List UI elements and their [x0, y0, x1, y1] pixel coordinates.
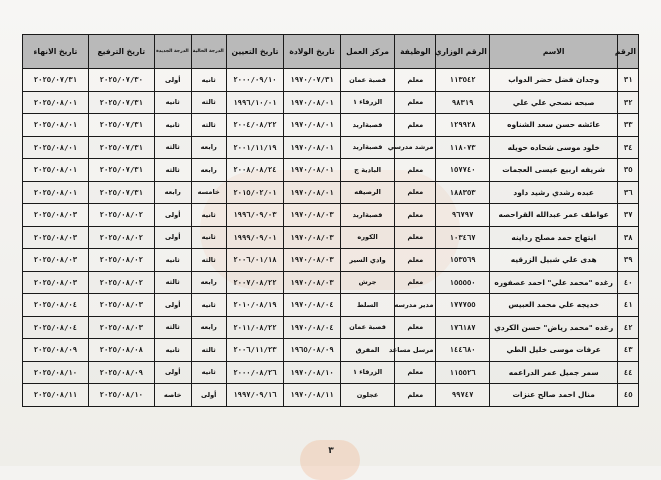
cell-appointment-date: ١٩٩٧/٠٩/١٦ — [226, 384, 284, 407]
cell-new-grade: أولى — [154, 226, 191, 249]
cell-promotion-date: ٢٠٢٥/٠٧/٣١ — [88, 114, 154, 137]
header-new-grade: الدرجة الجديدة — [154, 35, 191, 69]
cell-workplace: المفرق — [340, 339, 395, 362]
cell-appointment-date: ١٩٩٦/٠٩/٠٣ — [226, 204, 284, 227]
table-row — [23, 136, 639, 159]
cell-national-id: ١٥٣٥٦٩ — [436, 249, 489, 272]
cell-national-id: ١١٥٥٢٦ — [436, 361, 489, 384]
cell-promotion-date: ٢٠٢٥/٠٨/١٠ — [88, 384, 154, 407]
header-name: الاسم — [489, 35, 618, 69]
cell-seq: ٣٤ — [618, 136, 639, 159]
cell-new-grade: ثالثه — [154, 316, 191, 339]
cell-workplace: قصبة عمان — [340, 316, 395, 339]
cell-new-grade: ثانيه — [154, 249, 191, 272]
cell-current-grade: رابعه — [191, 316, 226, 339]
cell-promotion-date: ٢٠٢٥/٠٨/٠٩ — [88, 361, 154, 384]
cell-current-grade: ثالثه — [191, 114, 226, 137]
cell-national-id: ١٥٧٧٤٠ — [436, 159, 489, 182]
cell-workplace: البادية ج — [340, 159, 395, 182]
cell-new-grade: أولى — [154, 69, 191, 92]
cell-birth-date: ١٩٧٠/٠٨/٠١ — [284, 136, 341, 159]
cell-workplace: وادي السير — [340, 249, 395, 272]
cell-current-grade: ثانيه — [191, 204, 226, 227]
header-end-date: تاريخ الانهاء — [23, 35, 89, 69]
cell-new-grade: أولى — [154, 294, 191, 317]
cell-current-grade: رابعه — [191, 271, 226, 294]
cell-end-date: ٢٠٢٥/٠٨/٠١ — [23, 181, 89, 204]
cell-workplace: عجلون — [340, 384, 395, 407]
cell-new-grade: ثانيه — [154, 339, 191, 362]
cell-birth-date: ١٩٧٠/٠٨/٠١ — [284, 114, 341, 137]
cell-promotion-date: ٢٠٢٥/٠٨/٠٢ — [88, 226, 154, 249]
cell-seq: ٤٢ — [618, 316, 639, 339]
cell-end-date: ٢٠٢٥/٠٨/٠٤ — [23, 316, 89, 339]
cell-appointment-date: ٢٠٠٠/٠٨/٢٦ — [226, 361, 284, 384]
cell-job: معلم — [395, 69, 436, 92]
cell-seq: ٤٤ — [618, 361, 639, 384]
cell-job: معلم — [395, 361, 436, 384]
table-row — [23, 114, 639, 137]
cell-name: عبده رشدي رشيد داود — [489, 181, 618, 204]
cell-national-id: ١١٨٠٧٣ — [436, 136, 489, 159]
header-birth-date: تاريخ الولادة — [284, 35, 341, 69]
cell-end-date: ٢٠٢٥/٠٨/٠١ — [23, 136, 89, 159]
cell-birth-date: ١٩٧٠/٠٨/٠١ — [284, 159, 341, 182]
cell-end-date: ٢٠٢٥/٠٨/١٠ — [23, 361, 89, 384]
cell-workplace: الرصيفه — [340, 181, 395, 204]
cell-new-grade: ثالثه — [154, 271, 191, 294]
cell-name: سمر جميل عمر الدراعمه — [489, 361, 618, 384]
cell-name: هدى علي شبيل الزرقيه — [489, 249, 618, 272]
cell-current-grade: ثانيه — [191, 226, 226, 249]
cell-appointment-date: ١٩٩٦/١٠/٠١ — [226, 91, 284, 114]
cell-current-grade: ثالثه — [191, 339, 226, 362]
cell-seq: ٤١ — [618, 294, 639, 317]
cell-seq: ٣٩ — [618, 249, 639, 272]
cell-promotion-date: ٢٠٢٥/٠٧/٣١ — [88, 159, 154, 182]
cell-appointment-date: ٢٠١٠/٠٨/١٩ — [226, 294, 284, 317]
cell-birth-date: ١٩٧٠/٠٨/٠١ — [284, 181, 341, 204]
cell-job: معلم — [395, 114, 436, 137]
cell-workplace: الزرقاء ١ — [340, 91, 395, 114]
cell-national-id: ٩٦٧٩٧ — [436, 204, 489, 227]
cell-job: معلم — [395, 226, 436, 249]
cell-national-id: ١٥٥٥٥٠ — [436, 271, 489, 294]
cell-name: عواطف عمر عبدالله القراحصه — [489, 204, 618, 227]
cell-end-date: ٢٠٢٥/٠٨/٠٩ — [23, 339, 89, 362]
cell-end-date: ٢٠٢٥/٠٨/٠٣ — [23, 249, 89, 272]
cell-promotion-date: ٢٠٢٥/٠٨/٠٣ — [88, 294, 154, 317]
cell-promotion-date: ٢٠٢٥/٠٨/٠٢ — [88, 249, 154, 272]
cell-current-grade: رابعه — [191, 159, 226, 182]
table-row — [23, 271, 639, 294]
cell-appointment-date: ٢٠٠٠/٠٩/١٠ — [226, 69, 284, 92]
cell-promotion-date: ٢٠٢٥/٠٧/٣١ — [88, 136, 154, 159]
header-workplace: مركز العمل — [340, 35, 395, 69]
cell-workplace: قصبةاربد — [340, 114, 395, 137]
cell-job: مدير مدرسه — [395, 294, 436, 317]
cell-national-id: ٩٩٧٤٧ — [436, 384, 489, 407]
cell-national-id: ١٤٤٦٨٠ — [436, 339, 489, 362]
cell-current-grade: رابعه — [191, 136, 226, 159]
cell-current-grade: خامسه — [191, 181, 226, 204]
cell-appointment-date: ٢٠١٥/٠٢/٠١ — [226, 181, 284, 204]
table-row — [23, 159, 639, 182]
header-appointment-date: تاريخ التعيين — [226, 35, 284, 69]
cell-new-grade: ثانيه — [154, 114, 191, 137]
cell-national-id: ١٧٦١٨٧ — [436, 316, 489, 339]
cell-job: معلم — [395, 204, 436, 227]
cell-name: رغده "محمد رياض" حسن الكردي — [489, 316, 618, 339]
cell-end-date: ٢٠٢٥/٠٨/٠٣ — [23, 204, 89, 227]
cell-name: وجدان فضل حضر الدواب — [489, 69, 618, 92]
cell-seq: ٤٣ — [618, 339, 639, 362]
cell-promotion-date: ٢٠٢٥/٠٨/٠٢ — [88, 271, 154, 294]
cell-current-grade: ثالثه — [191, 91, 226, 114]
table-row — [23, 249, 639, 272]
cell-name: عائشه حسن سعد الشناوه — [489, 114, 618, 137]
cell-new-grade: ثالثه — [154, 136, 191, 159]
cell-national-id: ٩٨٣١٩ — [436, 91, 489, 114]
cell-workplace: الزرقاء ١ — [340, 361, 395, 384]
cell-birth-date: ١٩٧٠/٠٨/١١ — [284, 384, 341, 407]
cell-national-id: ١٠٣٤٦٧ — [436, 226, 489, 249]
cell-name: صبحه نصحي علي علي — [489, 91, 618, 114]
cell-job: مرشد مدرسي — [395, 136, 436, 159]
cell-end-date: ٢٠٢٥/٠٨/٠٤ — [23, 294, 89, 317]
cell-workplace: قصبةاربد — [340, 136, 395, 159]
header-promotion-date: تاريخ الترفيع — [88, 35, 154, 69]
cell-name: شريفه اربيع عيسى العجمات — [489, 159, 618, 182]
cell-promotion-date: ٢٠٢٥/٠٨/٠٣ — [88, 316, 154, 339]
cell-workplace: السلط — [340, 294, 395, 317]
cell-job: معلم — [395, 91, 436, 114]
table-row — [23, 91, 639, 114]
cell-job: معلم — [395, 384, 436, 407]
cell-current-grade: أولى — [191, 384, 226, 407]
cell-end-date: ٢٠٢٥/٠٧/٣١ — [23, 69, 89, 92]
table-row — [23, 316, 639, 339]
cell-national-id: ١٧٧٧٥٥ — [436, 294, 489, 317]
cell-end-date: ٢٠٢٥/٠٨/٠٣ — [23, 226, 89, 249]
promotions-table — [22, 34, 639, 407]
cell-new-grade: أولى — [154, 361, 191, 384]
table-row — [23, 69, 639, 92]
table-row — [23, 294, 639, 317]
cell-end-date: ٢٠٢٥/٠٨/٠١ — [23, 114, 89, 137]
cell-job: معلم — [395, 159, 436, 182]
cell-new-grade: ثالثه — [154, 159, 191, 182]
cell-end-date: ٢٠٢٥/٠٨/١١ — [23, 384, 89, 407]
cell-job: معلم — [395, 249, 436, 272]
header-national-id: الرقم الوزاري — [436, 35, 489, 69]
cell-appointment-date: ١٩٩٩/٠٩/٠١ — [226, 226, 284, 249]
cell-name: ابتهاج حمد مصلح رداينه — [489, 226, 618, 249]
cell-appointment-date: ٢٠٠٨/٠٨/٢٤ — [226, 159, 284, 182]
cell-end-date: ٢٠٢٥/٠٨/٠١ — [23, 91, 89, 114]
cell-promotion-date: ٢٠٢٥/٠٨/٠٢ — [88, 204, 154, 227]
cell-new-grade: ثانيه — [154, 91, 191, 114]
cell-current-grade: ثانيه — [191, 294, 226, 317]
cell-birth-date: ١٩٧٠/٠٨/٠٣ — [284, 271, 341, 294]
cell-appointment-date: ٢٠٠٧/٠٨/٢٢ — [226, 271, 284, 294]
cell-workplace: الكوره — [340, 226, 395, 249]
cell-seq: ٣٧ — [618, 204, 639, 227]
cell-seq: ٤٥ — [618, 384, 639, 407]
cell-birth-date: ١٩٦٥/٠٨/٠٩ — [284, 339, 341, 362]
header-seq: الرقم — [618, 35, 639, 69]
cell-appointment-date: ٢٠٠٤/٠٨/٢٢ — [226, 114, 284, 137]
cell-promotion-date: ٢٠٢٥/٠٨/٠٨ — [88, 339, 154, 362]
cell-end-date: ٢٠٢٥/٠٨/٠٣ — [23, 271, 89, 294]
cell-promotion-date: ٢٠٢٥/٠٧/٣١ — [88, 91, 154, 114]
cell-birth-date: ١٩٧٠/٠٨/٠٣ — [284, 249, 341, 272]
cell-workplace: جرش — [340, 271, 395, 294]
header-current-grade: الدرجة الحالية — [191, 35, 226, 69]
cell-current-grade: ثانيه — [191, 69, 226, 92]
cell-birth-date: ١٩٧٠/٠٨/٠٤ — [284, 294, 341, 317]
cell-name: عرفات موسى خليل الطي — [489, 339, 618, 362]
cell-end-date: ٢٠٢٥/٠٨/٠١ — [23, 159, 89, 182]
cell-appointment-date: ٢٠٠٦/٠١/١٨ — [226, 249, 284, 272]
cell-current-grade: ثالثه — [191, 249, 226, 272]
cell-birth-date: ١٩٧٠/٠٨/٠٤ — [284, 316, 341, 339]
cell-new-grade: رابعه — [154, 181, 191, 204]
cell-current-grade: ثانيه — [191, 361, 226, 384]
page-number: ٣ — [328, 446, 334, 456]
table-header-row — [23, 35, 639, 69]
cell-name: خلود موسى شحاده حويله — [489, 136, 618, 159]
cell-promotion-date: ٢٠٢٥/٠٧/٣١ — [88, 181, 154, 204]
cell-job: مرسل مساعد — [395, 339, 436, 362]
cell-birth-date: ١٩٧٠/٠٨/٠٣ — [284, 204, 341, 227]
cell-workplace: قصبة عمان — [340, 69, 395, 92]
cell-job: معلم — [395, 181, 436, 204]
cell-workplace: قصبةاربد — [340, 204, 395, 227]
cell-promotion-date: ٢٠٢٥/٠٧/٣٠ — [88, 69, 154, 92]
cell-national-id: ١١٣٥٤٢ — [436, 69, 489, 92]
table-row — [23, 204, 639, 227]
cell-national-id: ١٨٨٣٥٣ — [436, 181, 489, 204]
cell-appointment-date: ٢٠٠٦/١١/٢٣ — [226, 339, 284, 362]
cell-job: معلم — [395, 271, 436, 294]
cell-birth-date: ١٩٧٠/٠٨/٠١ — [284, 91, 341, 114]
cell-name: رغده "محمد علي" احمد عصفوره — [489, 271, 618, 294]
header-job: الوظيفة — [395, 35, 436, 69]
cell-seq: ٣١ — [618, 69, 639, 92]
cell-new-grade: خاصه — [154, 384, 191, 407]
cell-birth-date: ١٩٧٠/٠٨/١٠ — [284, 361, 341, 384]
cell-seq: ٣٨ — [618, 226, 639, 249]
cell-name: خديجه علي محمد العبيس — [489, 294, 618, 317]
table-row — [23, 181, 639, 204]
cell-seq: ٣٣ — [618, 114, 639, 137]
table-body — [23, 69, 639, 407]
cell-new-grade: أولى — [154, 204, 191, 227]
cell-appointment-date: ٢٠٠١/١١/١٩ — [226, 136, 284, 159]
cell-birth-date: ١٩٧٠/٠٨/٠٣ — [284, 226, 341, 249]
cell-seq: ٣٢ — [618, 91, 639, 114]
cell-seq: ٤٠ — [618, 271, 639, 294]
table-row — [23, 226, 639, 249]
cell-appointment-date: ٢٠١١/٠٨/٢٢ — [226, 316, 284, 339]
cell-birth-date: ١٩٧٠/٠٧/٣١ — [284, 69, 341, 92]
table-row — [23, 361, 639, 384]
cell-national-id: ١٢٩٩٢٨ — [436, 114, 489, 137]
table-row — [23, 339, 639, 362]
table-row — [23, 384, 639, 407]
cell-job: معلم — [395, 316, 436, 339]
cell-seq: ٣٥ — [618, 159, 639, 182]
cell-seq: ٣٦ — [618, 181, 639, 204]
cell-name: منال احمد صالح عنزات — [489, 384, 618, 407]
